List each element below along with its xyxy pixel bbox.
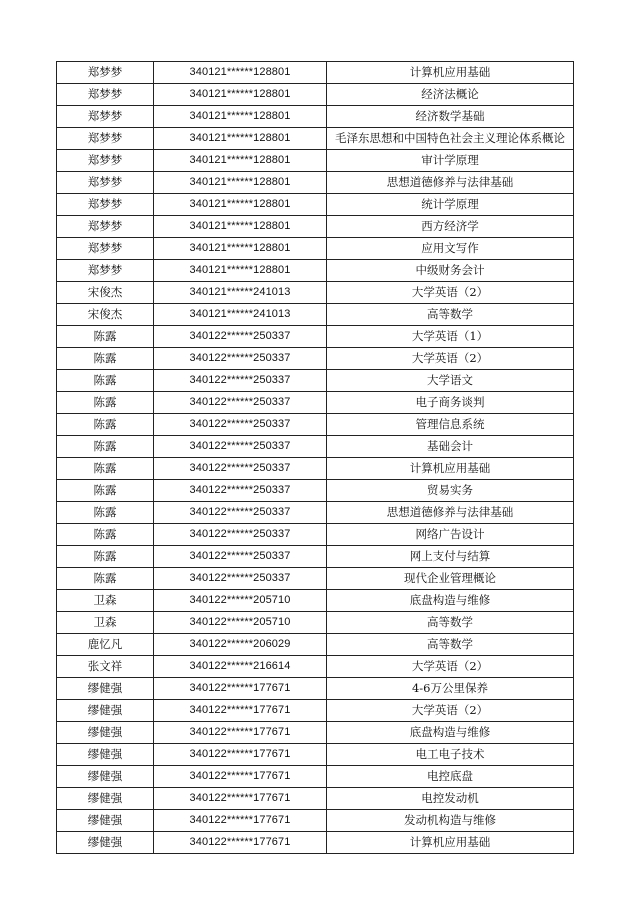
table-row [57,128,574,150]
table-row [57,766,574,788]
id-number-cell: 340121******241013 [154,282,327,304]
table-row [57,238,574,260]
course-name-cell: 基础会计 [327,436,574,458]
id-number-cell: 340122******177671 [154,788,327,810]
student-name-cell: 陈露 [57,524,154,546]
course-name-cell: 思想道德修养与法律基础 [327,172,574,194]
id-number-cell: 340121******128801 [154,62,327,84]
table-row [57,370,574,392]
table-row [57,326,574,348]
id-number-cell: 340121******128801 [154,172,327,194]
student-name-cell: 陈露 [57,370,154,392]
student-name-cell: 郑梦梦 [57,84,154,106]
student-name-cell: 缪健强 [57,700,154,722]
table-row [57,84,574,106]
table-row [57,392,574,414]
student-name-cell: 缪健强 [57,810,154,832]
student-name-cell: 缪健强 [57,722,154,744]
table-row [57,810,574,832]
student-name-cell: 缪健强 [57,832,154,854]
table-row [57,282,574,304]
student-name-cell: 缪健强 [57,678,154,700]
course-name-cell: 底盘构造与维修 [327,590,574,612]
id-number-cell: 340122******177671 [154,744,327,766]
student-name-cell: 卫森 [57,590,154,612]
id-number-cell: 340121******128801 [154,84,327,106]
course-name-cell: 底盘构造与维修 [327,722,574,744]
course-roster-table [56,61,574,854]
roster-body [57,62,574,854]
course-name-cell: 计算机应用基础 [327,458,574,480]
id-number-cell: 340121******128801 [154,128,327,150]
table-row [57,480,574,502]
table-row [57,568,574,590]
course-name-cell: 西方经济学 [327,216,574,238]
course-name-cell: 网上支付与结算 [327,546,574,568]
table-row [57,678,574,700]
course-name-cell: 计算机应用基础 [327,62,574,84]
student-name-cell: 宋俊杰 [57,304,154,326]
student-name-cell: 陈露 [57,348,154,370]
student-name-cell: 郑梦梦 [57,106,154,128]
table-row [57,656,574,678]
table-row [57,436,574,458]
student-name-cell: 郑梦梦 [57,216,154,238]
table-row [57,62,574,84]
table-row [57,700,574,722]
student-name-cell: 陈露 [57,458,154,480]
id-number-cell: 340122******250337 [154,348,327,370]
course-name-cell: 贸易实务 [327,480,574,502]
course-name-cell: 应用文写作 [327,238,574,260]
student-name-cell: 宋俊杰 [57,282,154,304]
course-name-cell: 经济数学基础 [327,106,574,128]
table-row [57,194,574,216]
id-number-cell: 340122******250337 [154,392,327,414]
student-name-cell: 张文祥 [57,656,154,678]
course-name-cell: 高等数学 [327,304,574,326]
id-number-cell: 340122******250337 [154,524,327,546]
course-name-cell: 思想道德修养与法律基础 [327,502,574,524]
course-name-cell: 大学英语（2） [327,656,574,678]
id-number-cell: 340122******177671 [154,700,327,722]
id-number-cell: 340122******205710 [154,612,327,634]
student-name-cell: 陈露 [57,414,154,436]
table-row [57,546,574,568]
table-row [57,106,574,128]
student-name-cell: 缪健强 [57,788,154,810]
student-name-cell: 郑梦梦 [57,172,154,194]
student-name-cell: 卫森 [57,612,154,634]
course-name-cell: 计算机应用基础 [327,832,574,854]
id-number-cell: 340122******177671 [154,722,327,744]
table-row [57,744,574,766]
table-row [57,722,574,744]
id-number-cell: 340122******250337 [154,480,327,502]
id-number-cell: 340121******128801 [154,150,327,172]
course-name-cell: 统计学原理 [327,194,574,216]
course-name-cell: 审计学原理 [327,150,574,172]
course-name-cell: 电控发动机 [327,788,574,810]
course-name-cell: 电子商务谈判 [327,392,574,414]
table-row [57,304,574,326]
student-name-cell: 缪健强 [57,744,154,766]
table-row [57,634,574,656]
student-name-cell: 陈露 [57,392,154,414]
id-number-cell: 340122******177671 [154,832,327,854]
table-row [57,788,574,810]
student-name-cell: 鹿忆凡 [57,634,154,656]
student-name-cell: 缪健强 [57,766,154,788]
table-row [57,590,574,612]
course-name-cell: 大学语文 [327,370,574,392]
course-name-cell: 大学英语（2） [327,348,574,370]
id-number-cell: 340122******250337 [154,414,327,436]
id-number-cell: 340121******241013 [154,304,327,326]
course-name-cell: 4-6万公里保养 [327,678,574,700]
table-row [57,524,574,546]
student-name-cell: 陈露 [57,546,154,568]
id-number-cell: 340122******177671 [154,810,327,832]
student-name-cell: 陈露 [57,326,154,348]
student-name-cell: 陈露 [57,502,154,524]
id-number-cell: 340122******250337 [154,546,327,568]
course-name-cell: 经济法概论 [327,84,574,106]
table-row [57,172,574,194]
course-name-cell: 大学英语（2） [327,282,574,304]
course-name-cell: 大学英语（2） [327,700,574,722]
id-number-cell: 340121******128801 [154,260,327,282]
table-row [57,150,574,172]
id-number-cell: 340122******216614 [154,656,327,678]
id-number-cell: 340122******250337 [154,436,327,458]
id-number-cell: 340122******177671 [154,766,327,788]
id-number-cell: 340121******128801 [154,106,327,128]
student-name-cell: 郑梦梦 [57,128,154,150]
table-row [57,414,574,436]
id-number-cell: 340122******205710 [154,590,327,612]
id-number-cell: 340122******250337 [154,326,327,348]
table-row [57,612,574,634]
table-row [57,502,574,524]
student-name-cell: 陈露 [57,568,154,590]
student-name-cell: 郑梦梦 [57,62,154,84]
table-row [57,348,574,370]
id-number-cell: 340122******250337 [154,458,327,480]
student-name-cell: 郑梦梦 [57,150,154,172]
course-name-cell: 中级财务会计 [327,260,574,282]
id-number-cell: 340122******206029 [154,634,327,656]
student-name-cell: 郑梦梦 [57,194,154,216]
student-name-cell: 陈露 [57,480,154,502]
table-row [57,260,574,282]
student-name-cell: 郑梦梦 [57,260,154,282]
course-name-cell: 电工电子技术 [327,744,574,766]
id-number-cell: 340122******250337 [154,502,327,524]
table-row [57,458,574,480]
student-name-cell: 陈露 [57,436,154,458]
id-number-cell: 340122******250337 [154,568,327,590]
student-name-cell: 郑梦梦 [57,238,154,260]
course-name-cell: 大学英语（1） [327,326,574,348]
id-number-cell: 340122******177671 [154,678,327,700]
course-name-cell: 现代企业管理概论 [327,568,574,590]
course-name-cell: 毛泽东思想和中国特色社会主义理论体系概论 [327,128,574,150]
course-name-cell: 网络广告设计 [327,524,574,546]
course-name-cell: 电控底盘 [327,766,574,788]
course-name-cell: 高等数学 [327,612,574,634]
table-row [57,216,574,238]
table-row [57,832,574,854]
course-name-cell: 管理信息系统 [327,414,574,436]
id-number-cell: 340121******128801 [154,194,327,216]
course-name-cell: 发动机构造与维修 [327,810,574,832]
id-number-cell: 340121******128801 [154,216,327,238]
id-number-cell: 340122******250337 [154,370,327,392]
id-number-cell: 340121******128801 [154,238,327,260]
course-name-cell: 高等数学 [327,634,574,656]
